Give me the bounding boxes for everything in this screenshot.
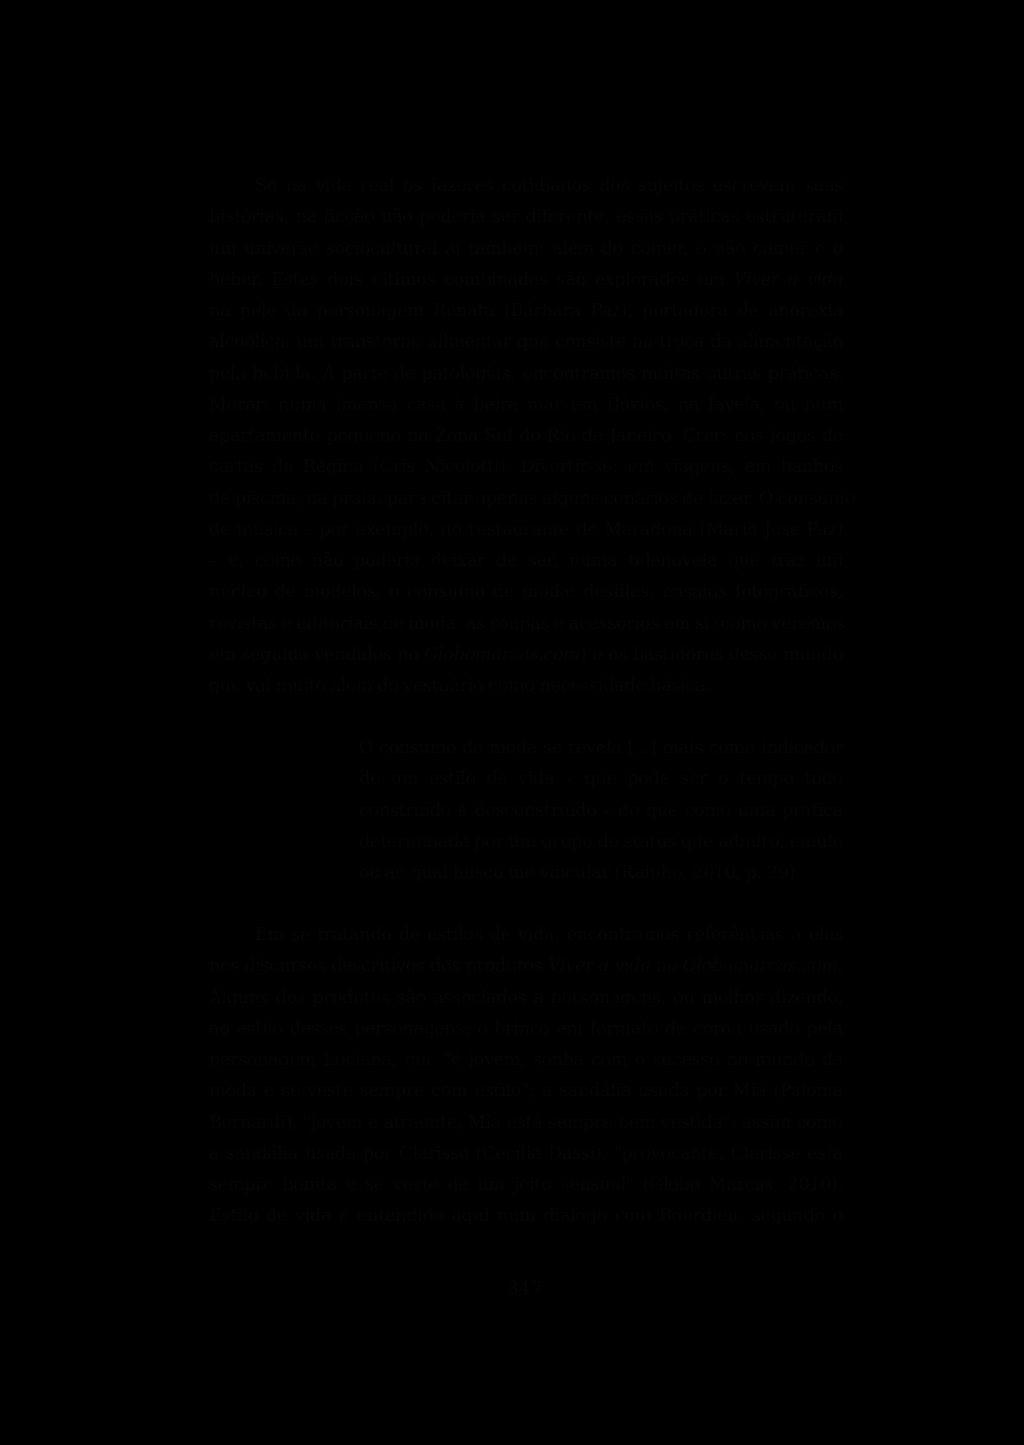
italic-site: Globomarcas.com xyxy=(424,644,580,665)
text-span: beber. Estes dois últimos combinados são explorados em xyxy=(209,269,725,290)
text-span: no xyxy=(650,956,683,977)
page-number: 347 xyxy=(507,1279,543,1299)
text-line: na pele da personagem Renata (Bárbara Paz), portadora de anorexia xyxy=(209,301,843,321)
text-line: histórias, na ficção não poderia ser diferente, essas práticas estruturam xyxy=(209,207,843,228)
block-quote xyxy=(359,733,843,889)
text-line xyxy=(209,951,843,982)
text-line: Estilo de vida é entendido aqui num diálogo com Bourdieu, segundo o xyxy=(209,1206,843,1227)
text-line: apartamento pequeno na Zona Sul do Rio de Janeiro. Crer: nos jogos de xyxy=(209,426,843,446)
text-line: revistas e editoriais de moda, as roupas e acessórios em si (como veremos xyxy=(209,613,845,634)
paragraph-1 xyxy=(209,171,856,702)
text-line: Morar: numa imensa casa à beira mar em Búzios, na favela, ou num xyxy=(209,394,843,415)
text-span: em seguida vendidos no xyxy=(209,644,419,665)
paragraph-2 xyxy=(209,920,843,1233)
text-line: Alguns dos produtos são associados a personagens, ou melhor dizendo, xyxy=(209,987,843,1008)
text-line: sempre bonita e se veste de um jeito sensual" (Globo Marcas, 2010). xyxy=(209,1175,843,1195)
text-line xyxy=(209,640,843,671)
text-line: pela bebida. À parte de patologias, encontramos muitas outras práticas. xyxy=(209,363,843,384)
italic-site: Globomarcas.com xyxy=(682,956,838,977)
italic-title: Viver a vida xyxy=(733,269,844,290)
quote-line: de um estilo de vida – que pode ser o tempo todo xyxy=(359,769,843,790)
text-line: um universo sociocultural aí também: além do comer, o não comer e o xyxy=(209,238,843,259)
text-line: – e, como não poderia deixar de ser, numa telenovela que traz um xyxy=(209,551,843,571)
text-line: de piscina, na praia, para citar apenas alguns cenários de lazer. O consumo xyxy=(209,488,856,509)
text-span: . xyxy=(837,956,844,977)
text-line: núcleo de modelos, o consumo de moda: desfiles, ensaios fotográficos, xyxy=(209,582,843,603)
quote-line: determinada por um grupo de status que admiro, emulo xyxy=(359,831,843,852)
text-line: alcoólica, um transtorno alimentar que consiste na troca da alimentação xyxy=(209,332,843,353)
text-line: cartas de Regina (Cris Nicolotti). Divertir-se: em viagens, em banhos xyxy=(209,457,843,478)
text-line: a sandália usada por Clarisse (Cecília Dassi), "provocante, Clarisse está xyxy=(209,1143,843,1164)
text-span: nos discursos descritivos dos produtos xyxy=(209,956,543,977)
text-line: de música – por exemplo, no restaurante de Maradona (Mario José Paz) xyxy=(209,519,843,540)
text-line: Bernardi), "jovem e atraente, Mia está sempre bem vestida"; assim como xyxy=(209,1112,843,1133)
quote-line: construído e desconstruído – do que como uma prática xyxy=(359,800,843,821)
italic-title: Viver a vida xyxy=(548,956,651,977)
text-line: Em se tratando de estilos de vida, encontramos referências a eles xyxy=(255,925,843,945)
text-line xyxy=(209,265,843,296)
text-line: moda e se veste sempre com estilo"; a sandália usada por Mia (Paloma xyxy=(209,1081,843,1102)
text-line: ao estilo desses personagens: o brinco em formato de coroa usado pela xyxy=(209,1018,843,1039)
text-line: personagem Luciana, que "é jovem, sonha com o sucesso no mundo da xyxy=(209,1050,843,1070)
text-line: Se na vida real os fazeres cotidianos dos sujeitos escrevem suas xyxy=(255,176,843,196)
text-span: ) e os bastidores desse mundo xyxy=(579,644,843,665)
quote-line: ou ao qual busco me vincular (Rainho, 2010, p. 29). xyxy=(359,863,801,883)
text-line: que vai muito além do vestuário como necessidade básica. xyxy=(209,676,711,696)
quote-line: O consumo de moda se revela [...] mais como indicador xyxy=(359,738,843,758)
